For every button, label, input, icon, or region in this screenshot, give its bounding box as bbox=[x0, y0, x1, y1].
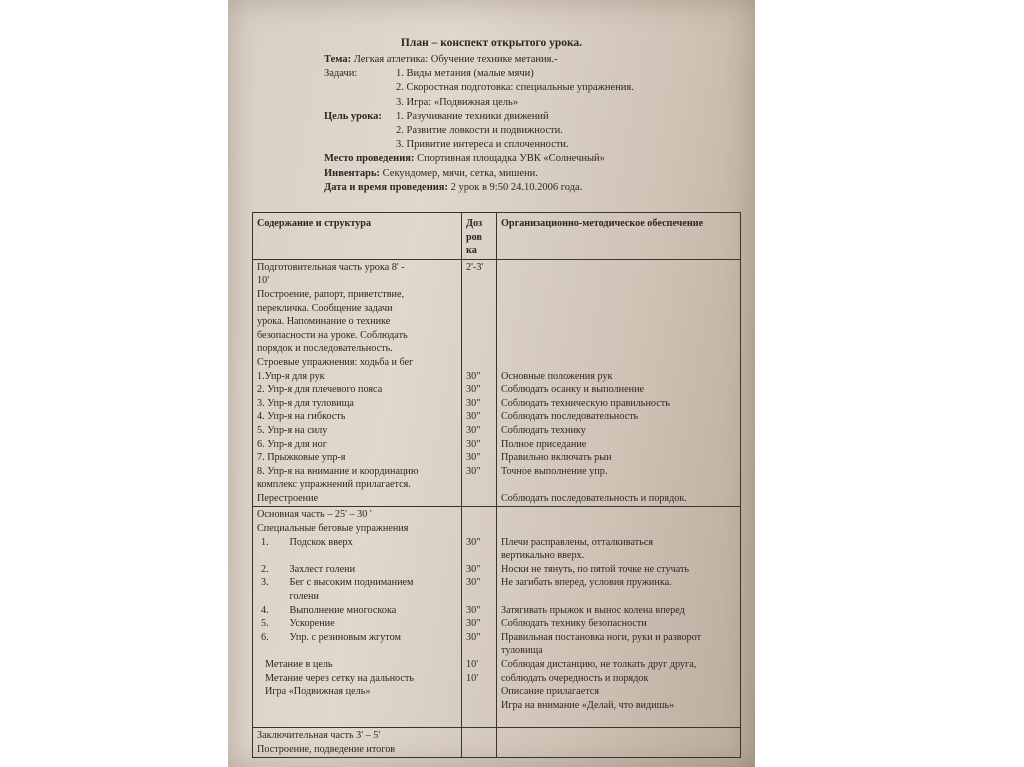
goal-label: Цель урока: bbox=[324, 110, 382, 122]
date-value: 2 урок в 9:50 24.10.2006 года. bbox=[450, 181, 583, 193]
header-dose: Доз ров ка bbox=[462, 213, 497, 260]
goal-item: 3. Привитие интереса и сплоченности. bbox=[396, 139, 569, 151]
prep-content: Подготовительная часть урока 8' - 10' Построение, рапорт, приветствие, перекличка. Сообщение задачи урока. Напоминание о технике безопасности на уроке. Соблюдать порядок и последовательность. Строевые упражнения: ходьба и бег 1.Упр-я для рук 2. Упр-я для плечевого пояса 3. Упр-я для туловища 4. Упр-я на гибкость 5. Упр-я на силу 6. Упр-я для ног 7. Прыжковые упр-я 8. Упр-я на внимание и координацию комплекс упражнений прилагается. Перестроение bbox=[253, 259, 462, 507]
prep-method: Основные положения рук Соблюдать осанку и выполнение Соблюдать техническую правильность Соблюдать последовательность Соблюдать технику Полное приседание Правильно включать рын Точное выполнение упр. Соблюдать последовательность и порядок. bbox=[497, 259, 741, 507]
equipment-value: Секундомер, мячи, сетка, мишени. bbox=[382, 167, 538, 179]
final-method bbox=[497, 727, 741, 757]
main-content: Основная часть – 25' – 30 ' Специальные беговые упражнения 1. Подскок вверх 2. Захлест голени 3. Бег с высоким подниманием голени 4. Выполнение многоскока 5. Ускорение 6. Упр. с резиновым жгутом Метание в цель Метание через сетку на дальность Игра «Подвижная цель» bbox=[253, 507, 462, 728]
final-content: Заключительная часть 3' – 5' Построение, подведение итогов bbox=[253, 727, 462, 757]
header-method: Организационно-методическое обеспечение bbox=[497, 213, 741, 260]
table-header-row bbox=[253, 213, 741, 260]
goal-item: 1. Разучивание техники движений bbox=[396, 110, 549, 122]
list-item: 2. Упр-я для плечевого пояса bbox=[257, 384, 383, 396]
topic-label: Тема: bbox=[324, 54, 352, 65]
place-label: Место проведения: bbox=[324, 153, 415, 165]
task-item: 2. Скоростная подготовка: специальные упражнения. bbox=[396, 82, 634, 94]
list-item: 7. Прыжковые упр-я bbox=[257, 452, 346, 464]
task-item: 1. Виды метания (малые мячи) bbox=[396, 68, 534, 80]
list-item: 5. Ускорение bbox=[261, 618, 335, 630]
list-item: 6. Упр. с резиновым жгутом bbox=[261, 631, 401, 643]
list-item: 6. Упр-я для ног bbox=[257, 438, 327, 450]
final-dose bbox=[462, 727, 497, 757]
list-item: 8. Упр-я на внимание и координацию bbox=[257, 465, 419, 477]
tasks-label: Задачи: bbox=[324, 68, 358, 80]
task-item: 3. Игра: «Подвижная цель» bbox=[396, 96, 519, 108]
list-item: 1. Подскок вверх bbox=[261, 536, 353, 548]
lesson-table bbox=[252, 212, 741, 758]
list-item: 4. Выполнение многоскока bbox=[261, 604, 397, 616]
header-content: Содержание и структура bbox=[253, 213, 462, 260]
list-item: комплекс упражнений прилагается. bbox=[257, 479, 411, 491]
list-item: 1.Упр-я для рук bbox=[257, 370, 325, 382]
prep-dose: 2'-3' 30" 30" 30" 30" 30" 30" 30" 30" bbox=[462, 259, 497, 507]
topic-value: Легкая атлетика: Обучение технике метания.- bbox=[353, 54, 558, 65]
main-method: Плечи расправлены, отталкиваться вертикально вверх. Носки не тянуть, по пятой точке не стучать Не загибать вперед, условия пружинка. Затягивать прыжок и вынос колена вперед Соблюдать технику безопасности Правильная постановка ноги, руки и разворот туловища Соблюдая дистанцию, не толкать друг друга, соблюдать очередность и порядок Описание прилагается Игра на внимание «Делай, что видишь» bbox=[497, 507, 741, 728]
place-value: Спортивная площадка УВК «Солнечный» bbox=[417, 153, 605, 165]
list-item: 4. Упр-я на гибкость bbox=[257, 411, 346, 423]
list-item: Перестроение bbox=[257, 492, 319, 504]
goal-item: 2. Развитие ловкости и подвижности. bbox=[396, 125, 563, 137]
list-item: 2. Захлест голени bbox=[261, 563, 356, 575]
lesson-header bbox=[324, 53, 744, 195]
main-section-row bbox=[253, 507, 741, 728]
list-item: 5. Упр-я на силу bbox=[257, 424, 328, 436]
equipment-label: Инвентарь: bbox=[324, 167, 381, 179]
list-item: 3. Упр-я для туловища bbox=[257, 397, 354, 409]
date-label: Дата и время проведения: bbox=[324, 181, 448, 193]
document-page bbox=[228, 0, 755, 767]
document-title: План – конспект открытого урока. bbox=[400, 37, 583, 49]
list-item: 3. Бег с высоким подниманием bbox=[261, 577, 414, 589]
final-section-row bbox=[253, 727, 741, 757]
main-dose: 30" 30" 30" 30" 30" 30" 10' 10' bbox=[462, 507, 497, 728]
prep-section-row bbox=[253, 259, 741, 507]
